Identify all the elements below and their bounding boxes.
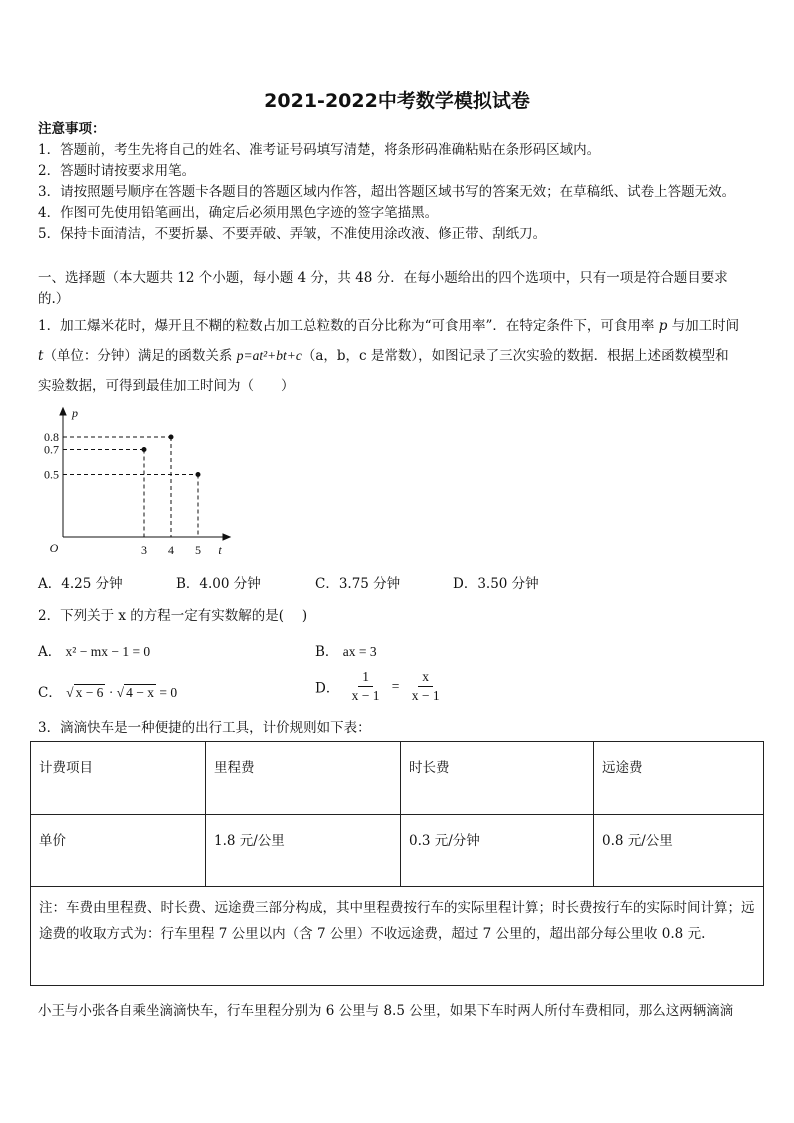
q1-var-t: t — [38, 348, 44, 364]
data-point — [169, 435, 173, 439]
y-tick-label: 0.7 — [44, 442, 59, 457]
notice-item-1: 1．答题前，考生先将自己的姓名、准考证号码填写清楚，将条形码准确粘贴在条形码区域内。 — [38, 142, 601, 158]
page-title: 2021-2022中考数学模拟试卷 — [264, 90, 530, 112]
q1-line1b: 与加工时间 — [671, 318, 740, 334]
notice-item-3: 3．请按照题号顺序在答题卡各题目的答题区域内作答，超出答题区域书写的答案无效；在草稿纸、试卷上答题无效。 — [38, 184, 736, 200]
table-cell-unit-price: 单价 — [31, 815, 206, 887]
section-heading-line1: 一、选择题（本大题共 12 个小题，每小题 4 分，共 48 分．在每小题给出的四个选项中，只有一项是符合题目要求 — [38, 270, 728, 286]
q1-line2a: （单位：分钟）满足的函数关系 — [43, 348, 233, 364]
q1-line3: 实验数据，可得到最佳加工时间为（ ） — [38, 378, 295, 394]
q2-option-c[interactable] — [38, 681, 177, 701]
q2-option-d-frac2 — [408, 668, 444, 705]
y-tick-label: 0.8 — [44, 430, 59, 444]
table-header-item: 计费项目 — [31, 742, 206, 815]
origin-label: O — [49, 541, 59, 555]
q2-option-d-label: D． — [315, 680, 340, 697]
q2-option-d-num2: x — [418, 668, 433, 687]
y-tick-label: 0.5 — [44, 467, 59, 482]
q2-option-d[interactable] — [315, 668, 448, 705]
x-tick-label: 3 — [141, 543, 147, 557]
table-note: 注：车费由里程费、时长费、远途费三部分构成，其中里程费按行车的实际里程计算；时长费按行车的实际时间计算；远途费的收取方式为：行车里程 7 公里以内（含 7 公里）不收远途费，超过 7 公里的，超出部分每公里收 0.8 元. — [31, 887, 764, 986]
q2-option-a-eq: x² − mx − 1 = 0 — [65, 644, 151, 659]
q2-option-b-label: B． — [315, 644, 339, 660]
table-cell-longdistance-price: 0.8 元/公里 — [594, 815, 764, 887]
q1-option-a[interactable]: A．4.25 分钟 — [38, 576, 123, 592]
x-axis-arrow — [223, 534, 230, 540]
y-axis-arrow — [60, 408, 66, 415]
q3-stem: 3．滴滴快车是一种便捷的出行工具，计价规则如下表： — [38, 720, 371, 736]
q2-option-c-label: C． — [38, 685, 62, 701]
q2-option-b[interactable] — [315, 640, 377, 660]
fare-table — [30, 741, 764, 986]
x-tick-label: 4 — [168, 543, 174, 557]
q2-option-c-radicand2: 4 − x — [126, 685, 154, 700]
section-heading-line2: 的.） — [38, 291, 70, 307]
q1-line1 — [38, 314, 739, 334]
q2-option-d-frac1 — [348, 668, 384, 705]
q1-option-b[interactable]: B．4.00 分钟 — [176, 576, 261, 592]
table-cell-mileage-price: 1.8 元/公里 — [206, 815, 401, 887]
notice-item-5: 5．保持卡面清洁，不要折暴、不要弄破、弄皱，不准使用涂改液、修正带、刮纸刀。 — [38, 226, 547, 242]
x-tick-label: 5 — [195, 543, 201, 557]
table-cell-time-price: 0.3 元/分钟 — [401, 815, 594, 887]
x-axis-label: t — [218, 543, 222, 557]
q1-chart — [30, 400, 240, 565]
q2-option-d-equals: = — [391, 678, 400, 694]
table-row — [31, 742, 764, 815]
notice-heading: 注意事项： — [38, 121, 106, 137]
q1-option-c[interactable]: C．3.75 分钟 — [315, 576, 401, 592]
table-header-time: 时长费 — [401, 742, 594, 815]
q1-formula: p=at²+bt+c — [236, 348, 302, 363]
q2-option-a[interactable] — [38, 640, 150, 660]
q2-option-d-den1: x − 1 — [351, 688, 380, 703]
q2-option-c-rhs: = 0 — [159, 685, 178, 700]
q2-option-c-eq: √ x − 6 · √ 4 − x = 0 — [66, 685, 178, 700]
data-point — [196, 473, 200, 477]
q2-stem: 2．下列关于 x 的方程一定有实数解的是( ) — [38, 608, 308, 624]
q1-line2b: （a，b，c 是常数），如图记录了三次实验的数据．根据上述函数模型和 — [301, 348, 729, 364]
notice-item-2: 2．答题时请按要求用笔。 — [38, 163, 196, 179]
y-axis-label: p — [72, 406, 78, 420]
data-point — [142, 448, 146, 452]
table-header-longdistance: 远途费 — [594, 742, 764, 815]
q1-line2 — [38, 344, 729, 364]
q3-continuation: 小王与小张各自乘坐滴滴快车，行车里程分别为 6 公里与 8.5 公里，如果下车时两人所付车费相同，那么这两辆滴滴 — [38, 1003, 734, 1019]
q2-option-d-den2: x − 1 — [411, 688, 440, 703]
q2-option-b-eq: ax = 3 — [342, 644, 377, 659]
q2-option-c-radicand1: x − 6 — [75, 685, 104, 700]
q1-line1a: 1．加工爆米花时，爆开且不糊的粒数占加工总粒数的百分比称为“可食用率”．在特定条件下，可食用率 — [38, 318, 655, 334]
q2-option-d-num1: 1 — [358, 668, 373, 687]
notice-item-4: 4．作图可先使用铅笔画出，确定后必须用黑色字迹的签字笔描黑。 — [38, 205, 439, 221]
q1-option-d[interactable]: D．3.50 分钟 — [453, 576, 539, 592]
table-row — [31, 815, 764, 887]
q1-var-p: p — [658, 318, 668, 334]
q2-option-a-label: A． — [38, 644, 62, 660]
table-row — [31, 887, 764, 986]
table-header-mileage: 里程费 — [206, 742, 401, 815]
